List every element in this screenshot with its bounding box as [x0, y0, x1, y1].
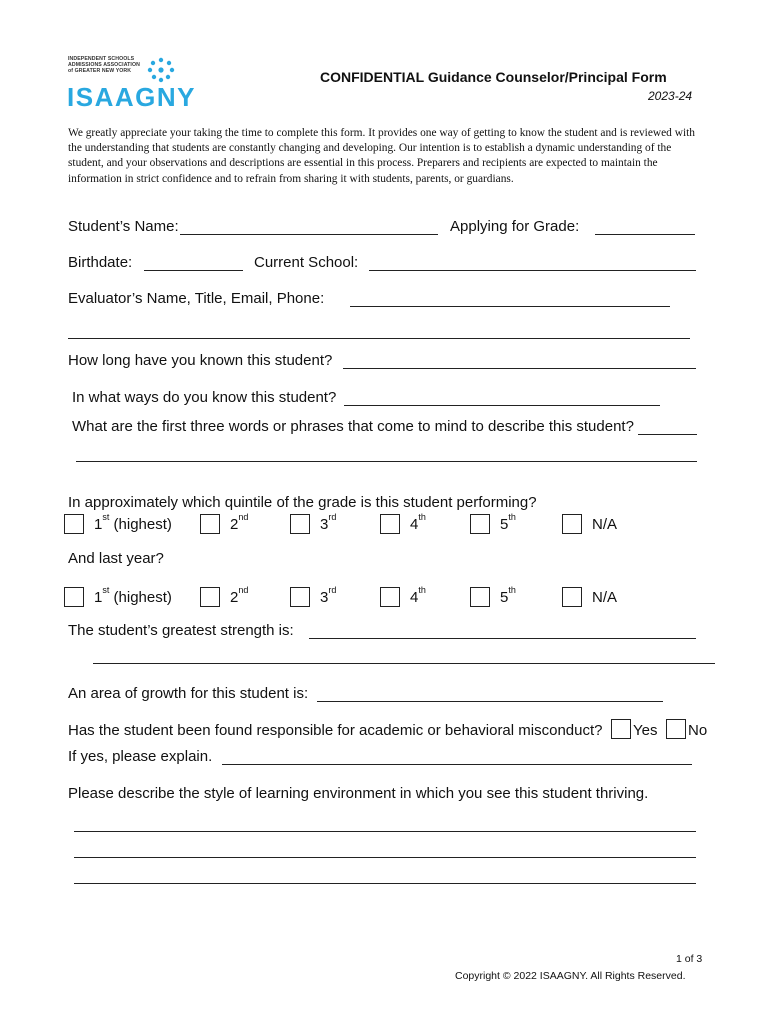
quintile-number: 3: [320, 516, 329, 533]
quintile-current-checkbox-2[interactable]: [200, 514, 220, 534]
quintile-ordinal: th: [508, 585, 516, 595]
quintile-number: 1: [94, 516, 103, 533]
current-school-field[interactable]: [369, 270, 696, 271]
evaluator-field[interactable]: [350, 306, 670, 307]
misconduct-yes-checkbox[interactable]: [611, 719, 631, 739]
quintile-last-year-checkbox-6[interactable]: [562, 587, 582, 607]
misconduct-yes-label: Yes: [633, 722, 658, 739]
quintile-current-checkbox-4[interactable]: [380, 514, 400, 534]
quintile-current-checkbox-5[interactable]: [470, 514, 490, 534]
quintile-last-year-label-1: [94, 585, 172, 606]
misconduct-no-label: No: [688, 722, 708, 739]
quintile-question: In approximately which quintile of the grade is this student performing?: [68, 494, 537, 511]
quintile-ordinal: th: [508, 512, 516, 522]
birthdate-label: Birthdate:: [68, 254, 133, 271]
environment-question: Please describe the style of learning environment in which you see this student thriving.: [68, 785, 649, 802]
quintile-number: 5: [500, 516, 509, 533]
quintile-number: N/A: [592, 516, 618, 533]
quintile-ordinal: st: [102, 512, 110, 522]
quintile-current-checkbox-3[interactable]: [290, 514, 310, 534]
strength-field[interactable]: [309, 638, 696, 639]
quintile-current-label-4: [410, 512, 426, 533]
evaluator-label: Evaluator’s Name, Title, Email, Phone:: [68, 290, 325, 307]
quintile-last-year-label-4: [410, 585, 426, 606]
growth-field[interactable]: [317, 701, 663, 702]
quintile-number: N/A: [592, 589, 618, 606]
strength-label: The student’s greatest strength is:: [68, 622, 294, 639]
quintile-current-label-6: [592, 516, 617, 533]
quintile-last-year-checkbox-1[interactable]: [64, 587, 84, 607]
quintile-last-year-label-6: [592, 589, 617, 606]
quintile-number: 4: [410, 589, 419, 606]
quintile-current-label-2: [230, 512, 249, 533]
quintile-ordinal: nd: [238, 585, 249, 595]
strength-field-line2[interactable]: [93, 663, 715, 664]
quintile-number: 1: [94, 589, 103, 606]
quintile-last-year-checkbox-5[interactable]: [470, 587, 490, 607]
logo-wordmark: ISAAGNY: [67, 82, 196, 112]
environment-field-line3[interactable]: [74, 883, 696, 884]
misconduct-no-checkbox[interactable]: [666, 719, 686, 739]
quintile-suffix: (highest): [109, 516, 172, 533]
form-title: CONFIDENTIAL Guidance Counselor/Principal Form: [320, 69, 667, 85]
know-ways-label: In what ways do you know this student?: [72, 389, 337, 406]
copyright: Copyright © 2022 ISAAGNY. All Rights Reserved.: [455, 970, 686, 982]
three-words-field-line2[interactable]: [76, 461, 697, 462]
quintile-ordinal: rd: [328, 512, 337, 522]
quintile-current-label-1: [94, 512, 172, 533]
intro-paragraph: We greatly appreciate your taking the time to complete this form. It provides one way of getting to know the student and is reviewed with the understanding that students are constantly changing and developing. Our intention is to establish a dynamic understanding of the student, and your observations and descriptions are essential in this process. Preparers and recipients are expected to maintain the information in strict confidence and to refrain from sharing it with students, parents, or guardians.: [68, 127, 695, 185]
quintile-ordinal: st: [102, 585, 110, 595]
quintile-last-year-label-3: [320, 585, 337, 606]
quintile-number: 2: [230, 589, 239, 606]
explain-field[interactable]: [222, 764, 692, 765]
page-number: 1 of 3: [676, 953, 703, 965]
quintile-current-checkbox-1[interactable]: [64, 514, 84, 534]
applying-grade-field[interactable]: [595, 234, 695, 235]
quintile-number: 4: [410, 516, 419, 533]
quintile-number: 2: [230, 516, 239, 533]
quintile-last-year-checkbox-3[interactable]: [290, 587, 310, 607]
know-ways-field[interactable]: [344, 405, 660, 406]
logo-text-line3: of GREATER NEW YORK: [68, 68, 132, 74]
quintile-last-year-label-5: [500, 585, 516, 606]
quintile-last-year-checkbox-4[interactable]: [380, 587, 400, 607]
environment-field-line1[interactable]: [74, 831, 696, 832]
known-how-long-label: How long have you known this student?: [68, 352, 333, 369]
logo-burst-icon: [145, 57, 177, 85]
environment-field-line2[interactable]: [74, 857, 696, 858]
quintile-ordinal: th: [418, 585, 426, 595]
three-words-field[interactable]: [638, 434, 697, 435]
quintile-last-year-label-2: [230, 585, 249, 606]
quintile-number: 5: [500, 589, 509, 606]
three-words-label: What are the first three words or phrases that come to mind to describe this student?: [72, 418, 634, 435]
known-how-long-field[interactable]: [343, 368, 696, 369]
quintile-ordinal: th: [418, 512, 426, 522]
quintile-current-checkbox-6[interactable]: [562, 514, 582, 534]
quintile-current-label-3: [320, 512, 337, 533]
last-year-question: And last year?: [68, 550, 164, 567]
quintile-number: 3: [320, 589, 329, 606]
quintile-suffix: (highest): [109, 589, 172, 606]
quintile-last-year-checkbox-2[interactable]: [200, 587, 220, 607]
quintile-ordinal: rd: [328, 585, 337, 595]
logo-text-line1: INDEPENDENT SCHOOLS: [68, 56, 135, 62]
explain-label: If yes, please explain.: [68, 748, 213, 765]
misconduct-question: Has the student been found responsible for academic or behavioral misconduct?: [68, 722, 603, 739]
form-year: 2023-24: [648, 89, 693, 103]
quintile-ordinal: nd: [238, 512, 249, 522]
growth-label: An area of growth for this student is:: [68, 685, 309, 702]
logo-text-line2: ADMISSIONS ASSOCIATION: [68, 62, 140, 68]
applying-grade-label: Applying for Grade:: [450, 218, 580, 235]
evaluator-field-line2[interactable]: [68, 338, 690, 339]
current-school-label: Current School:: [254, 254, 359, 271]
student-name-field[interactable]: [180, 234, 438, 235]
quintile-current-label-5: [500, 512, 516, 533]
birthdate-field[interactable]: [144, 270, 243, 271]
student-name-label: Student’s Name:: [68, 218, 179, 235]
